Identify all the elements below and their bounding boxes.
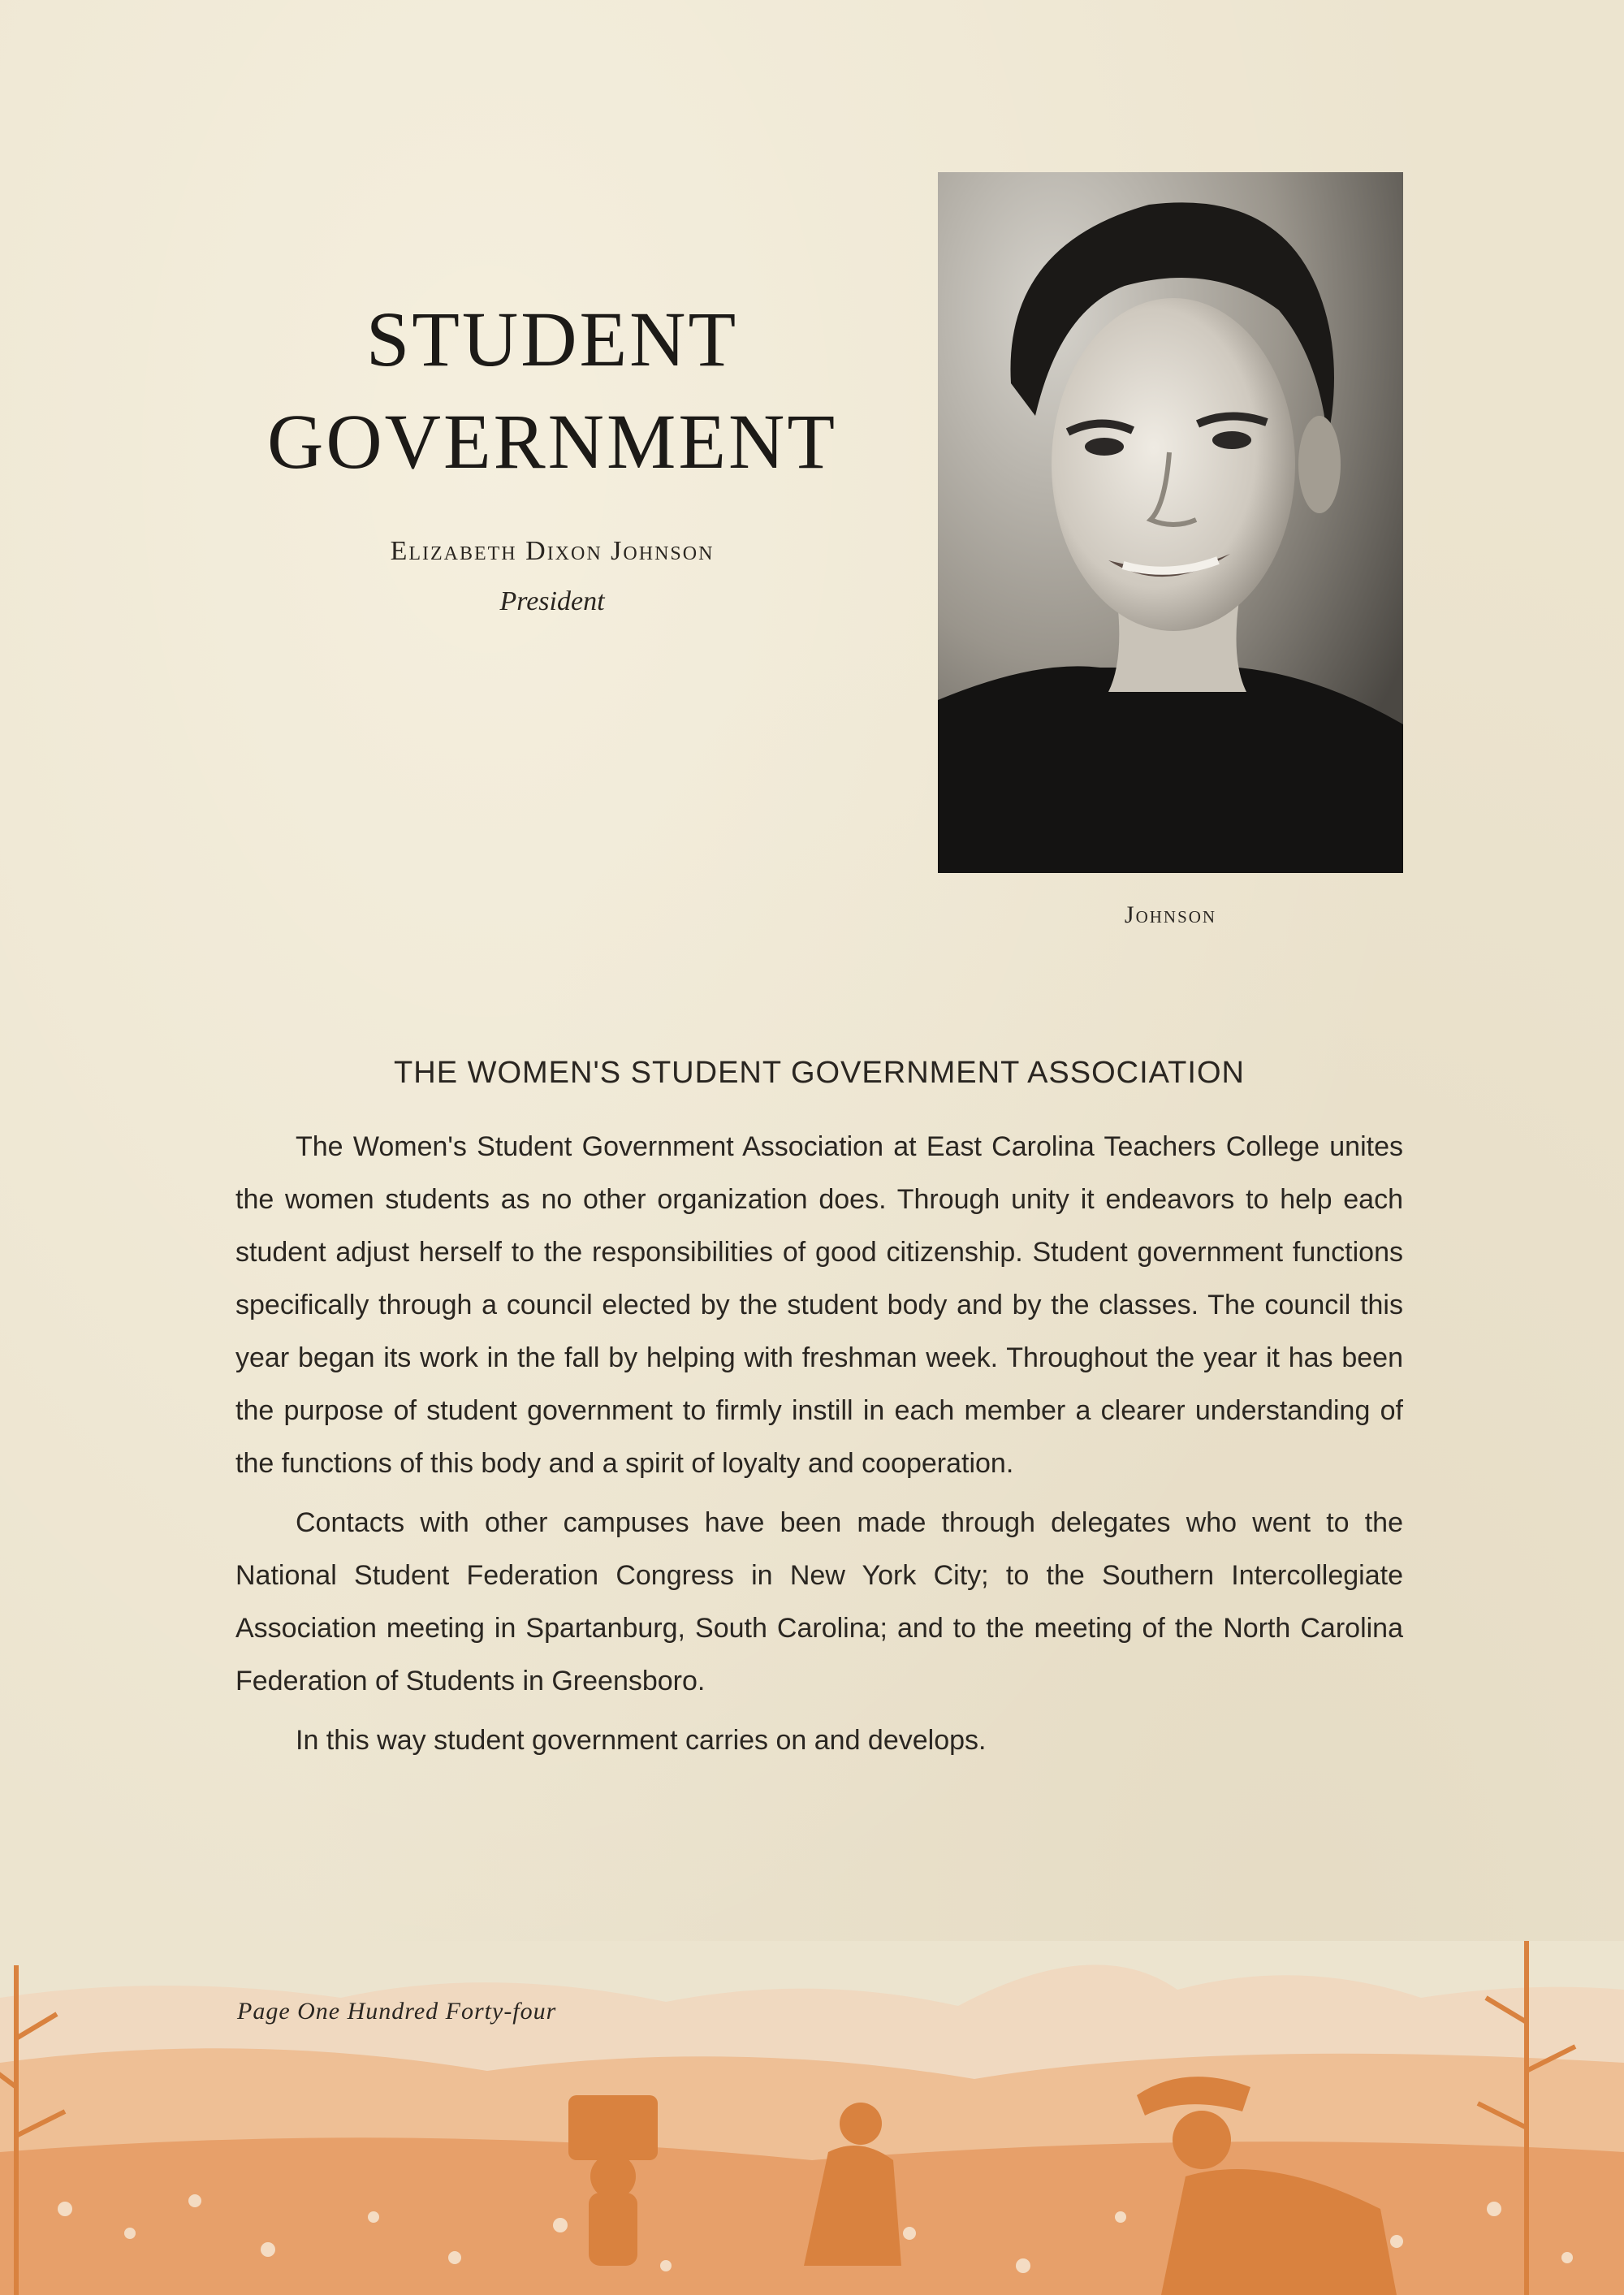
article-paragraph-1: The Women's Student Government Association at East Carolina Teachers College unites the women students as no other organization does. Through unity it endeavors to help each student adjust herself to the responsibilities of good citizenship. Student government functions specifically through a council elected by the student body and by the classes. The council this year began its work in the fall by helping with freshman week. Throughout the year it has been the purpose of student government to firmly instill in each member a clearer understanding of the functions of this body and a spirit of loyalty and cooperation. bbox=[235, 1131, 1403, 1479]
portrait-image bbox=[938, 172, 1403, 873]
officer-role: President bbox=[499, 586, 605, 616]
officer-name: Elizabeth Dixon Johnson bbox=[390, 536, 715, 566]
page-title bbox=[244, 288, 861, 493]
article-paragraph-3: In this way student government carries on and develops. bbox=[296, 1725, 987, 1756]
article-paragraph-2: Contacts with other campuses have been made through delegates who went to the National Student Federation Congress in New York City; to the Southern Intercollegiate Association meeting in Spartanburg, South Carolina; and to the meeting of the North Carolina Federation of Students in Greensboro. bbox=[235, 1507, 1403, 1696]
title-line-1: STUDENT bbox=[365, 296, 739, 382]
article-body bbox=[235, 1121, 1403, 1774]
photo-caption: Johnson bbox=[1124, 901, 1217, 928]
page-number: Page One Hundred Forty-four bbox=[237, 1998, 557, 2025]
portrait-photo bbox=[938, 172, 1403, 873]
title-line-2: GOVERNMENT bbox=[267, 398, 837, 485]
article-heading: THE WOMEN'S STUDENT GOVERNMENT ASSOCIATION bbox=[394, 1056, 1245, 1090]
cotton-field-illustration bbox=[0, 1941, 1624, 2295]
